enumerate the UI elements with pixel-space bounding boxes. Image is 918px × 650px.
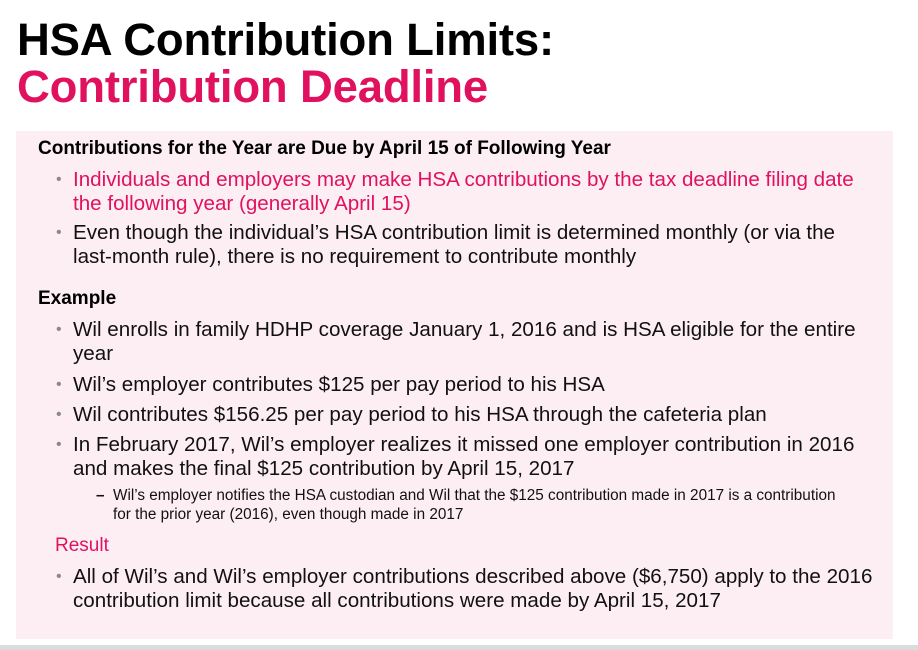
list-item — [56, 221, 876, 269]
bullet-icon: • — [56, 406, 62, 423]
result-label: Result — [55, 535, 109, 556]
bullet-text: Individuals and employers may make HSA contributions by the tax deadline filing date the following year (generally April 15) — [73, 168, 854, 215]
content-panel — [16, 131, 893, 639]
bullet-text: Wil’s employer contributes $125 per pay period to his HSA — [73, 373, 605, 396]
bottom-bar — [0, 645, 918, 650]
dash-icon: – — [96, 487, 105, 504]
bullet-icon: • — [56, 376, 62, 393]
bullet-icon: • — [56, 321, 62, 338]
section-heading-deadline: Contributions for the Year are Due by April 15 of Following Year — [38, 138, 611, 159]
bullet-text: Wil contributes $156.25 per pay period to his HSA through the cafeteria plan — [73, 403, 767, 426]
bullet-text: All of Wil’s and Wil’s employer contributions described above ($6,750) apply to the 2016 contribution limit because all contributions were made by April 15, 2017 — [73, 565, 873, 612]
bullet-icon: • — [56, 436, 62, 453]
list-item — [56, 318, 876, 366]
bullet-icon: • — [56, 171, 62, 188]
slide-title — [17, 16, 554, 110]
list-item — [56, 373, 876, 397]
bullet-text: Wil enrolls in family HDHP coverage January 1, 2016 and is HSA eligible for the entire year — [73, 318, 856, 365]
list-item — [56, 433, 876, 481]
sub-bullet-text: Wil’s employer notifies the HSA custodian and Wil that the $125 contribution made in 2017 is a contribution for the prior year (2016), even though made in 2017 — [113, 487, 836, 523]
list-item — [56, 168, 876, 216]
bullet-icon: • — [56, 568, 62, 585]
section-heading-example: Example — [38, 288, 117, 309]
bullet-text: Even though the individual’s HSA contribution limit is determined monthly (or via the last-month rule), there is no requirement to contribute monthly — [73, 221, 835, 268]
bullet-icon: • — [56, 224, 62, 241]
title-line-1: HSA Contribution Limits: — [17, 14, 554, 65]
title-line-2: Contribution Deadline — [17, 61, 488, 112]
list-item — [56, 403, 876, 427]
list-item — [56, 565, 876, 613]
bullet-text: In February 2017, Wil’s employer realizes it missed one employer contribution in 2016 and makes the final $125 contribution by April 15, 2017 — [73, 433, 855, 480]
sub-list-item — [96, 486, 856, 524]
